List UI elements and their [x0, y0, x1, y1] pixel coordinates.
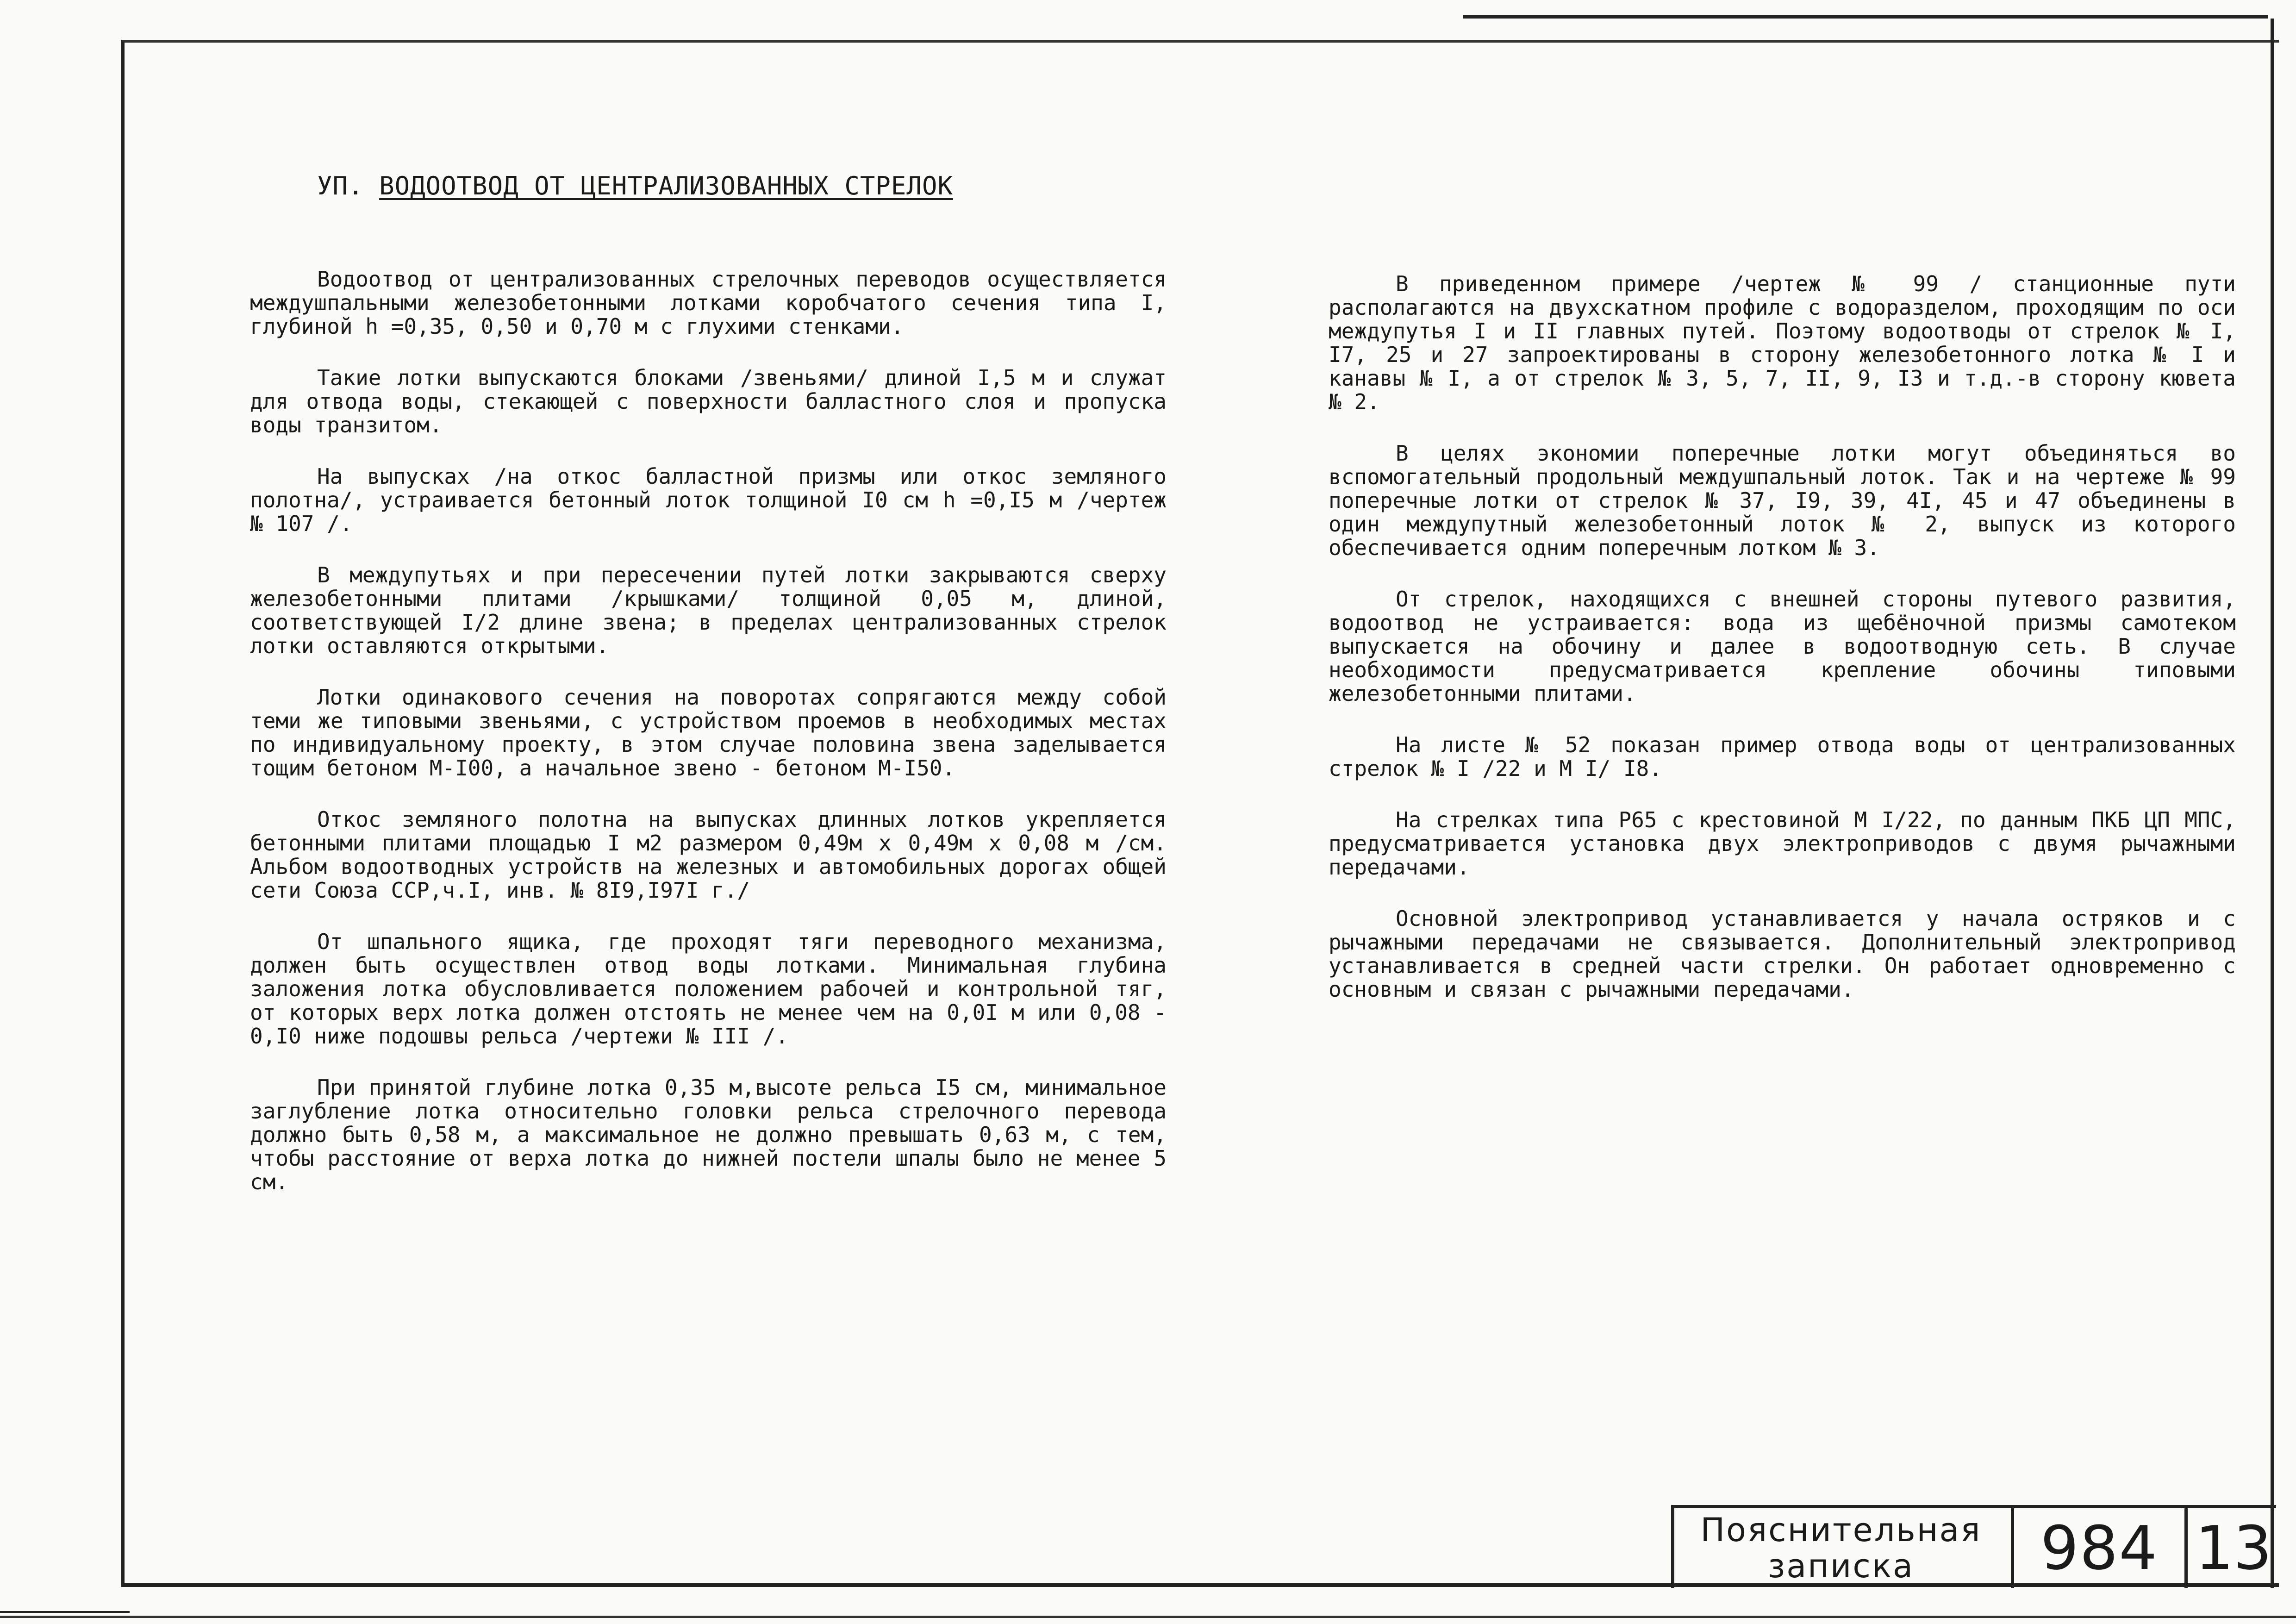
paragraph: От стрелок, находящихся с внешней стороны путевого развития, водоотвод не устраивается: вода из щебёночной призмы самотеком выпускается на обочину и далее в водоотводную сеть. В случае необходимости предусматривается крепление обочины типовыми железобетонными плитами.	[1329, 587, 2236, 706]
paragraph: В междупутьях и при пересечении путей лотки закрываются сверху железобетонными плитами /крышками/ толщиной 0,05 м, длиной, соответствующей I/2 длине звена; в пределах централизованных стрелок лотки оставляются открытыми.	[250, 562, 1167, 658]
section-title: ВОДООТВОД ОТ ЦЕНТРАЛИЗОВАННЫХ СТРЕЛОК	[379, 171, 953, 200]
paragraph: На стрелках типа Р65 с крестовиной М I/22, по данным ПКБ ЦП МПС, предусматривается установка двух электроприводов с двумя рычажными передачами.	[1329, 807, 2236, 880]
paragraph: В приведенном примере /чертеж № 99 / станционные пути располагаются на двухскатном профиле с водоразделом, проходящим по оси междупутья I и II главных путей. Поэтому водоотводы от стрелок № I, I7, 25 и 27 запроектированы в сторону железобетонного лотка № I и канавы № I, а от стрелок № 3, 5, 7, II, 9, I3 и т.д.-в сторону кювета № 2.	[1329, 271, 2236, 414]
document-type-line2: записка	[1767, 1547, 1915, 1585]
paragraph: На листе № 52 показан пример отвода воды от централизованных стрелок № I /22 и М I/ I8.	[1329, 732, 2236, 781]
paragraph: Основной электропривод устанавливается у начала остряков и с рычажными передачами не связывается. Дополнительный электропривод устанавливается в средней части стрелки. Он работает одновременно с основным и связан с рычажными передачами.	[1329, 906, 2236, 1002]
document-type-line1: Пояснительная	[1700, 1511, 1982, 1549]
section-number: УП.	[317, 171, 364, 200]
sheet-number: 13	[2195, 1513, 2272, 1583]
bottom-trim-line	[0, 1616, 2296, 1618]
right-text-column	[1329, 272, 2236, 1029]
document-type-cell	[1674, 1508, 2008, 1588]
frame-right-line	[2271, 19, 2274, 1588]
paragraph: От шпального ящика, где проходят тяги переводного механизма, должен быть осуществлен отвод воды лотками. Минимальная глубина заложения лотка обусловливается положением рабочей и контрольной тяг, от которых верх лотка должен отстоять не менее чем на 0,0I м или 0,08 - 0,I0 ниже подошвы рельса /чертежи № III /.	[250, 929, 1167, 1049]
album-number: 984	[2040, 1513, 2159, 1583]
title-block	[1671, 1505, 2276, 1588]
paragraph: Такие лотки выпускаются блоками /звеньями/ длиной I,5 м и служат для отвода воды, стекающей с поверхности балластного слоя и пропуска воды транзитом.	[250, 365, 1167, 437]
paragraph: В целях экономии поперечные лотки могут объединяться во вспомогательный продольный междушпальный лоток. Так и на чертеже № 99 поперечные лотки от стрелок № 37, I9, 39, 4I, 45 и 47 объединены в один междупутный железобетонный лоток № 2, выпуск из которого обеспечивается одним поперечным лотком № 3.	[1329, 441, 2236, 560]
paragraph: Лотки одинакового сечения на поворотах сопрягаются между собой теми же типовыми звеньями, с устройством проемов в необходимых местах по индивидуальному проекту, в этом случае половина звена заделывается тощим бетоном М-I00, а начальное звено - бетоном М-I50.	[250, 685, 1167, 781]
frame-top-line	[1463, 15, 2268, 19]
section-heading	[317, 171, 953, 200]
album-number-cell	[2011, 1508, 2184, 1588]
sheet-number-cell	[2184, 1508, 2279, 1588]
paragraph: При принятой глубине лотка 0,35 м,высоте рельса I5 см, минимальное заглубление лотка относительно головки рельса стрелочного перевода должно быть 0,58 м, а максимальное не должно превышать 0,63 м, с тем, чтобы расстояние от верха лотка до нижней постели шпалы было не менее 5 см.	[250, 1075, 1167, 1194]
bottom-tick-line	[0, 1611, 130, 1613]
paragraph: Водоотвод от централизованных стрелочных переводов осуществляется междушпальными железобетонными лотками коробчатого сечения типа I, глубиной h =0,35, 0,50 и 0,70 м с глухими стенками.	[250, 267, 1167, 339]
paragraph: Откос земляного полотна на выпусках длинных лотков укрепляется бетонными плитами площадью I м2 размером 0,49м х 0,49м х 0,08 м /см. Альбом водоотводных устройств на железных и автомобильных дорогах общей сети Союза ССР,ч.I, инв. № 8I9,I97I г./	[250, 807, 1167, 903]
paragraph: На выпусках /на откос балластной призмы или откос земляного полотна/, устраивается бетонный лоток толщиной I0 см h =0,I5 м /чертеж № 107 /.	[250, 464, 1167, 536]
left-text-column	[250, 268, 1167, 1222]
